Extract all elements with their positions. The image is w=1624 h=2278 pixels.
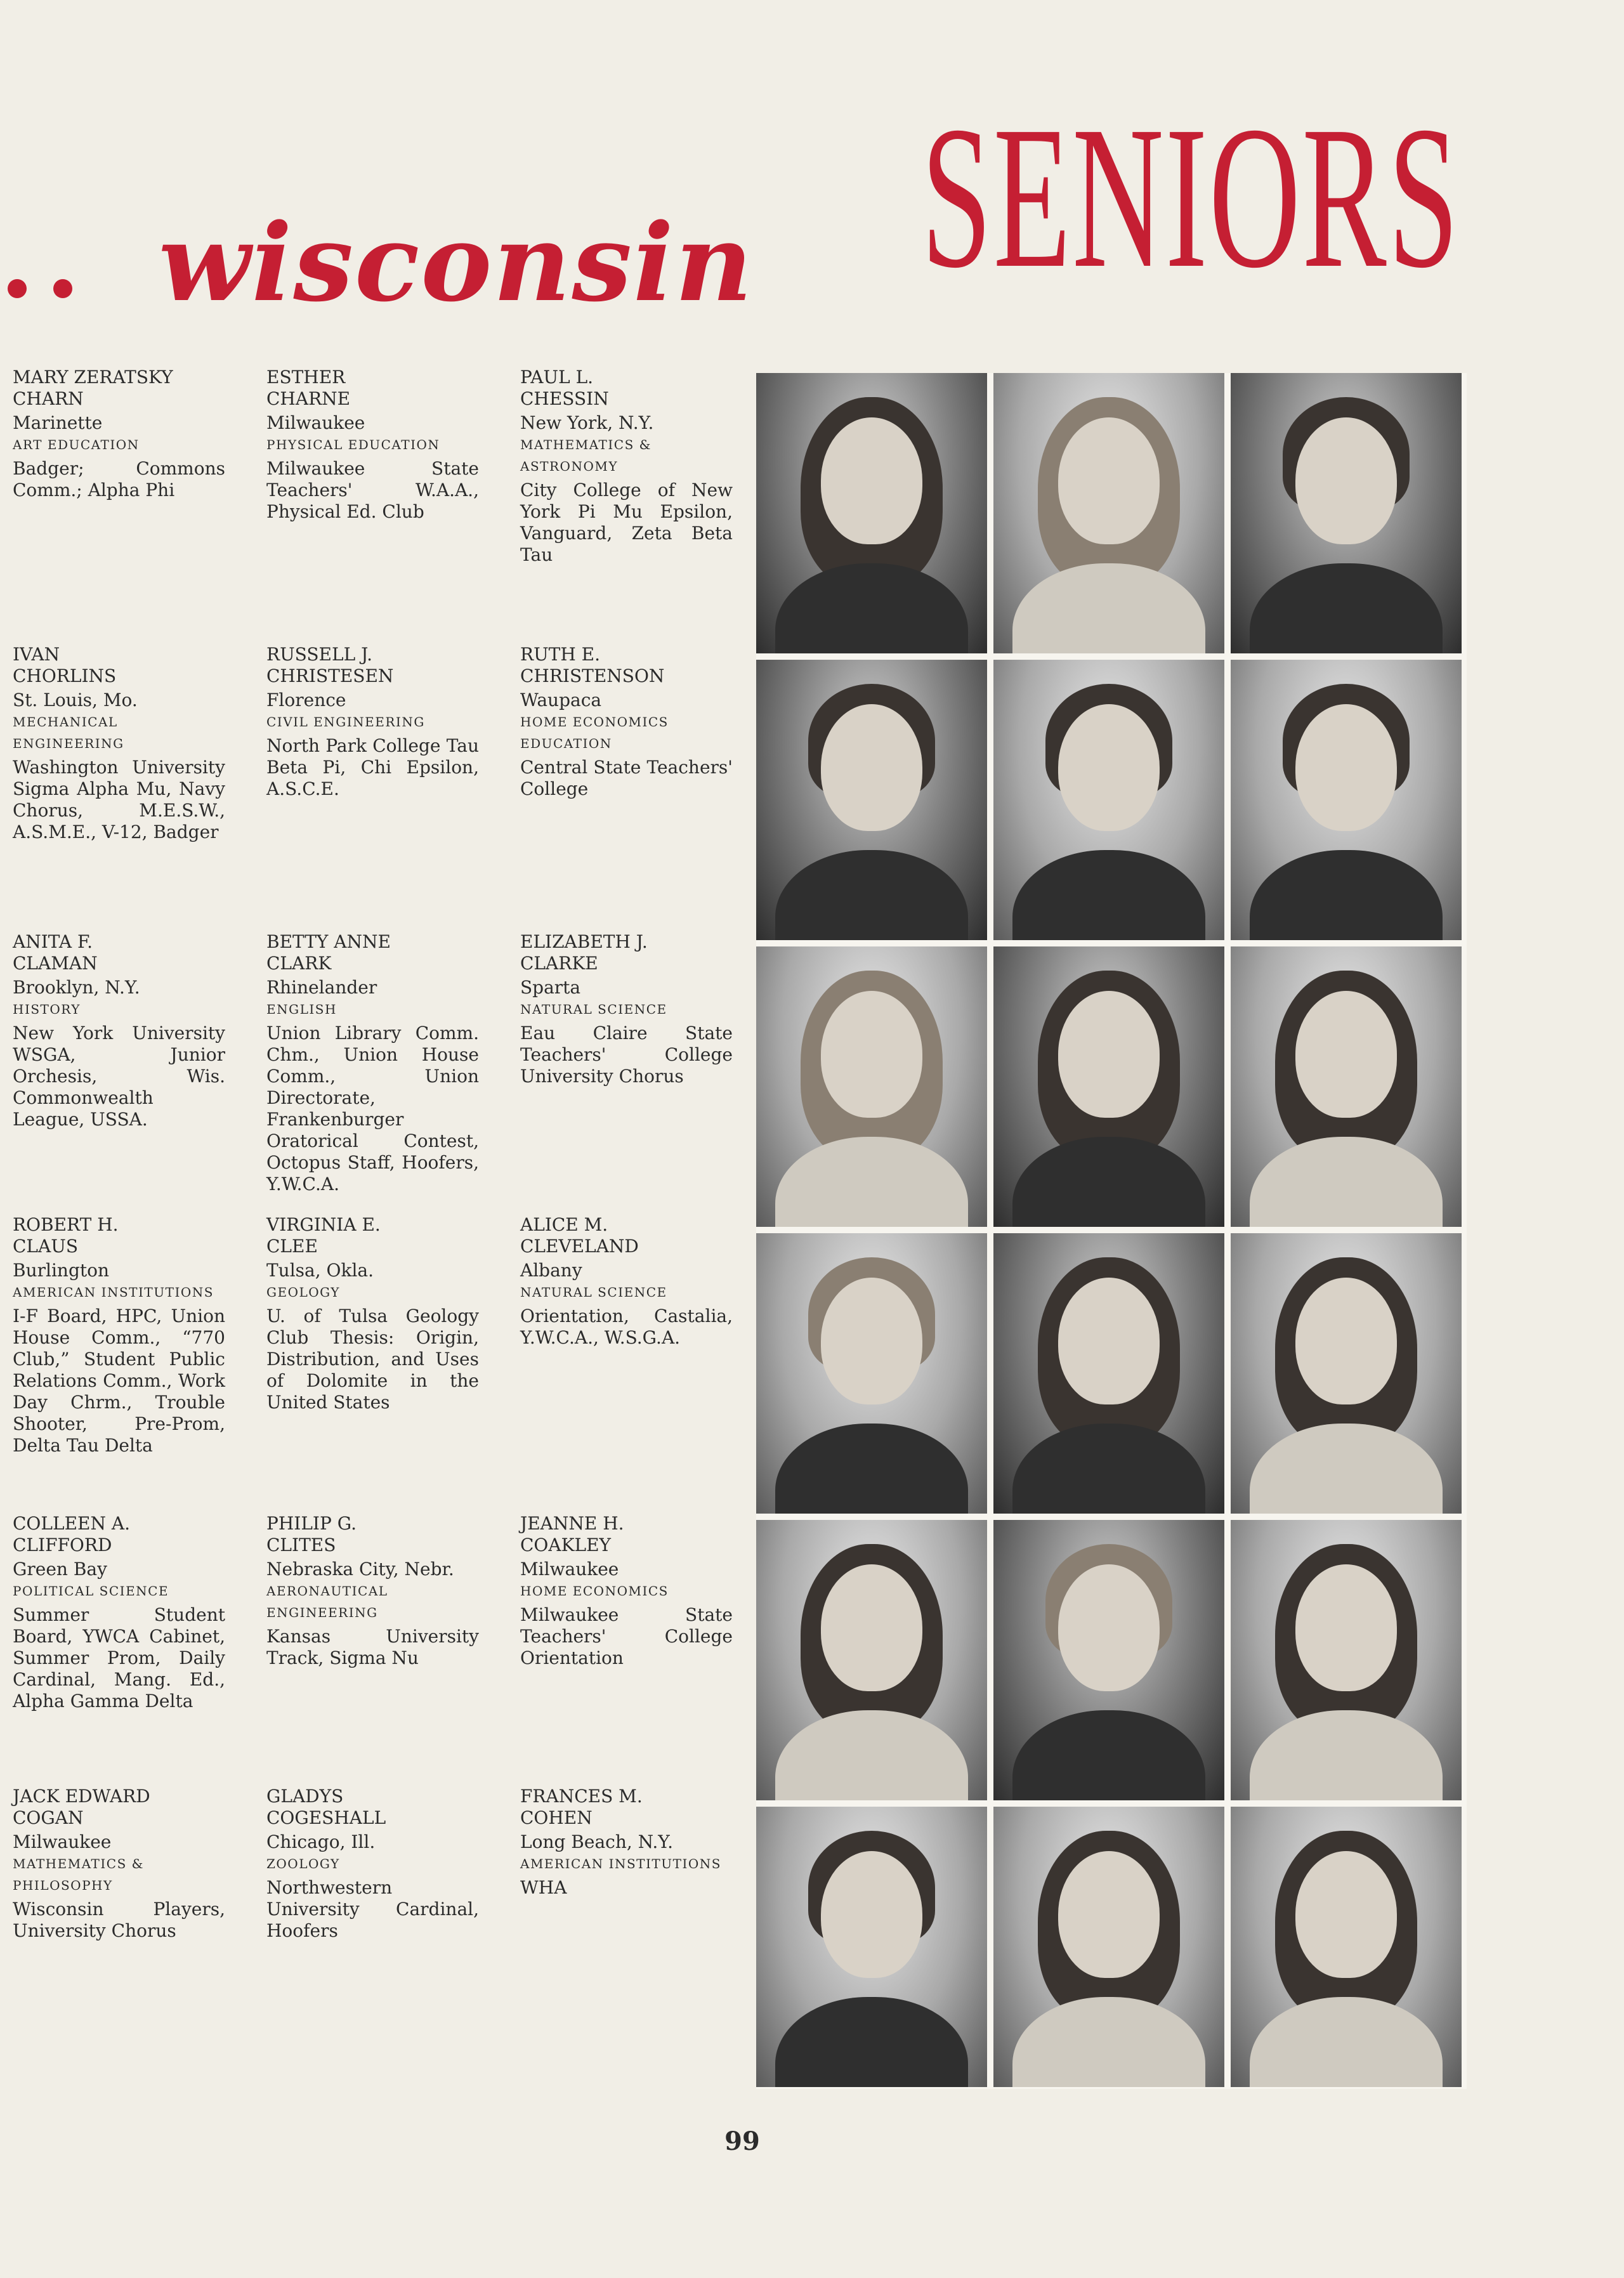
senior-entry xyxy=(266,1786,479,1942)
senior-major: ASTRONOMY xyxy=(520,459,619,474)
senior-portrait xyxy=(756,1807,987,2087)
senior-entry xyxy=(266,1513,479,1669)
portrait-clothing xyxy=(1012,563,1205,653)
senior-name-line-2: CLIFFORD xyxy=(13,1535,112,1555)
senior-name-line-2: CHARNE xyxy=(266,388,351,409)
senior-name-line-2: COHEN xyxy=(520,1807,593,1828)
senior-activities: Union Library Comm. Chm., Union House Comm., Union Directorate, Frankenburger Oratorical Contest, Octopus Staff, Hoofers, Y.W.C.A. xyxy=(266,1023,479,1195)
senior-major: MECHANICAL xyxy=(13,714,118,730)
senior-portrait xyxy=(756,1520,987,1800)
senior-hometown: Albany xyxy=(520,1260,582,1281)
senior-major: AERONAUTICAL xyxy=(266,1583,388,1599)
senior-portrait xyxy=(993,1520,1224,1800)
senior-name-line-1: ANITA F. xyxy=(13,931,93,952)
senior-hometown: Nebraska City, Nebr. xyxy=(266,1559,454,1580)
senior-major: POLITICAL SCIENCE xyxy=(13,1583,169,1599)
senior-hometown: New York, N.Y. xyxy=(520,412,654,433)
senior-portrait xyxy=(756,373,987,653)
portrait-face xyxy=(1058,1851,1160,1978)
senior-hometown: Long Beach, N.Y. xyxy=(520,1831,674,1852)
portrait-face xyxy=(1295,991,1397,1118)
senior-name-line-2: CLEVELAND xyxy=(520,1236,639,1257)
senior-hometown: Green Bay xyxy=(13,1559,107,1580)
page-number: 99 xyxy=(724,2126,760,2156)
senior-activities: Milwaukee State Teachers' W.A.A., Physical Ed. Club xyxy=(266,458,479,522)
leading-dots xyxy=(8,279,72,298)
senior-activities: U. of Tulsa Geology Club Thesis: Origin, Distribution, and Uses of Dolomite in the United States xyxy=(266,1306,479,1413)
portrait-face xyxy=(821,417,922,544)
senior-entry xyxy=(520,931,733,1087)
portrait-clothing xyxy=(775,563,968,653)
senior-hometown: St. Louis, Mo. xyxy=(13,690,138,710)
senior-name-line-1: ROBERT H. xyxy=(13,1214,119,1235)
senior-portrait xyxy=(1231,1233,1462,1514)
senior-name-line-2: CLARK xyxy=(266,953,332,974)
portrait-face xyxy=(1295,704,1397,831)
photo-grid xyxy=(756,373,1467,2089)
senior-activities: Wisconsin Players, University Chorus xyxy=(13,1899,225,1941)
senior-name-line-1: RUTH E. xyxy=(520,644,601,665)
senior-name-line-1: COLLEEN A. xyxy=(13,1513,130,1534)
senior-name-line-1: IVAN xyxy=(13,644,60,665)
senior-major: MATHEMATICS & xyxy=(13,1856,144,1871)
senior-major: HISTORY xyxy=(13,1002,81,1017)
senior-activities: Badger; Commons Comm.; Alpha Phi xyxy=(13,458,225,501)
senior-name-line-2: COAKLEY xyxy=(520,1535,612,1555)
senior-portrait xyxy=(993,1233,1224,1514)
senior-activities: I-F Board, HPC, Union House Comm., “770 Club,” Student Public Relations Comm., Work Day Chrm., Trouble Shooter, Pre-Prom, Delta Tau Delta xyxy=(13,1306,225,1456)
portrait-clothing xyxy=(775,1710,968,1800)
senior-name-line-2: CHRISTESEN xyxy=(266,665,394,686)
portrait-clothing xyxy=(1250,1137,1443,1227)
senior-hometown: Sparta xyxy=(520,977,581,998)
senior-name-line-1: ELIZABETH J. xyxy=(520,931,648,952)
portrait-clothing xyxy=(775,850,968,940)
portrait-face xyxy=(821,991,922,1118)
senior-portrait xyxy=(756,1233,987,1514)
senior-entry xyxy=(13,367,225,501)
senior-portrait xyxy=(1231,946,1462,1227)
portrait-face xyxy=(1058,417,1160,544)
dot-2 xyxy=(53,279,72,298)
portrait-clothing xyxy=(1250,563,1443,653)
portrait-clothing xyxy=(1012,1137,1205,1227)
senior-name-line-1: GLADYS xyxy=(266,1786,344,1807)
senior-major: MATHEMATICS & xyxy=(520,437,652,452)
portrait-face xyxy=(821,1278,922,1404)
portrait-clothing xyxy=(1250,1424,1443,1514)
senior-entry xyxy=(520,1214,733,1349)
senior-major: CIVIL ENGINEERING xyxy=(266,714,425,730)
senior-hometown: Chicago, Ill. xyxy=(266,1831,376,1852)
portrait-clothing xyxy=(1012,1997,1205,2087)
portrait-clothing xyxy=(1012,850,1205,940)
portrait-clothing xyxy=(775,1997,968,2087)
portrait-face xyxy=(1058,991,1160,1118)
senior-major: NATURAL SCIENCE xyxy=(520,1285,667,1300)
senior-portrait xyxy=(993,373,1224,653)
senior-name-line-2: COGAN xyxy=(13,1807,84,1828)
senior-portrait xyxy=(756,660,987,940)
senior-name-line-1: VIRGINIA E. xyxy=(266,1214,381,1235)
senior-name-line-2: CLAMAN xyxy=(13,953,98,974)
senior-entry xyxy=(266,367,479,523)
portrait-face xyxy=(821,1851,922,1978)
senior-name-line-1: PAUL L. xyxy=(520,367,594,388)
senior-name-line-2: CHRISTENSON xyxy=(520,665,665,686)
senior-activities: Milwaukee State Teachers' College Orientation xyxy=(520,1604,733,1668)
senior-activities: Kansas University Track, Sigma Nu xyxy=(266,1626,479,1668)
portrait-face xyxy=(1058,1278,1160,1404)
portrait-face xyxy=(1058,1564,1160,1691)
senior-name-line-1: ALICE M. xyxy=(520,1214,608,1235)
senior-hometown: Rhinelander xyxy=(266,977,377,998)
senior-name-line-2: CLITES xyxy=(266,1535,336,1555)
senior-hometown: Milwaukee xyxy=(266,412,365,433)
senior-activities: WHA xyxy=(520,1877,567,1898)
senior-name-line-1: FRANCES M. xyxy=(520,1786,643,1807)
senior-entry xyxy=(520,367,733,566)
senior-name-line-2: CHARN xyxy=(13,388,84,409)
senior-major: HOME ECONOMICS xyxy=(520,1583,669,1599)
senior-activities: Eau Claire State Teachers' College University Chorus xyxy=(520,1023,733,1087)
senior-major: PHILOSOPHY xyxy=(13,1878,113,1893)
senior-activities: Orientation, Castalia, Y.W.C.A., W.S.G.A. xyxy=(520,1306,733,1348)
senior-activities: Washington University Sigma Alpha Mu, Navy Chorus, M.E.S.W., A.S.M.E., V-12, Badger xyxy=(13,757,225,842)
senior-hometown: Milwaukee xyxy=(520,1559,619,1580)
portrait-clothing xyxy=(775,1424,968,1514)
senior-hometown: Burlington xyxy=(13,1260,110,1281)
senior-name-line-1: MARY ZERATSKY xyxy=(13,367,173,388)
senior-activities: North Park College Tau Beta Pi, Chi Epsilon, A.S.C.E. xyxy=(266,735,479,799)
senior-name-line-1: JEANNE H. xyxy=(520,1513,624,1534)
portrait-face xyxy=(1295,1278,1397,1404)
portrait-face xyxy=(1295,1564,1397,1691)
senior-major: AMERICAN INSTITUTIONS xyxy=(520,1856,721,1871)
senior-hometown: Marinette xyxy=(13,412,103,433)
senior-hometown: Brooklyn, N.Y. xyxy=(13,977,140,998)
senior-major: GEOLOGY xyxy=(266,1285,340,1300)
senior-portrait xyxy=(1231,1807,1462,2087)
portrait-clothing xyxy=(775,1137,968,1227)
senior-major: AMERICAN INSTITUTIONS xyxy=(13,1285,214,1300)
senior-major: ENGINEERING xyxy=(13,736,124,751)
dot-1 xyxy=(8,279,27,298)
senior-activities: Summer Student Board, YWCA Cabinet, Summer Prom, Daily Cardinal, Mang. Ed., Alpha Gamma Delta xyxy=(13,1604,225,1712)
senior-entry xyxy=(520,1786,733,1899)
portrait-face xyxy=(1295,1851,1397,1978)
senior-major: PHYSICAL EDUCATION xyxy=(266,437,440,452)
portrait-clothing xyxy=(1250,1710,1443,1800)
portrait-clothing xyxy=(1250,850,1443,940)
senior-entry xyxy=(266,1214,479,1413)
senior-activities: New York University WSGA, Junior Orchesis, Wis. Commonwealth League, USSA. xyxy=(13,1023,225,1130)
senior-portrait xyxy=(993,660,1224,940)
senior-major: ZOOLOGY xyxy=(266,1856,340,1871)
senior-name-line-2: CHORLINS xyxy=(13,665,117,686)
senior-name-line-2: CLEE xyxy=(266,1236,318,1257)
senior-entry xyxy=(520,1513,733,1669)
page-title-text: SENIORS xyxy=(921,84,1460,310)
senior-entry xyxy=(13,644,225,843)
senior-name-line-1: JACK EDWARD xyxy=(13,1786,150,1807)
senior-entry xyxy=(266,644,479,800)
senior-major: HOME ECONOMICS xyxy=(520,714,669,730)
senior-hometown: Tulsa, Okla. xyxy=(266,1260,374,1281)
senior-entry xyxy=(520,644,733,800)
senior-portrait xyxy=(993,946,1224,1227)
senior-name-line-2: CHESSIN xyxy=(520,388,609,409)
senior-activities: Northwestern University Cardinal, Hoofers xyxy=(266,1877,479,1941)
senior-name-line-1: BETTY ANNE xyxy=(266,931,391,952)
senior-entry xyxy=(13,931,225,1130)
senior-name-line-1: ESTHER xyxy=(266,367,346,388)
senior-hometown: Waupaca xyxy=(520,690,602,710)
senior-hometown: Florence xyxy=(266,690,346,710)
senior-portrait xyxy=(1231,373,1462,653)
senior-major: ART EDUCATION xyxy=(13,437,140,452)
senior-entry xyxy=(266,931,479,1195)
senior-portrait xyxy=(1231,660,1462,940)
senior-major: NATURAL SCIENCE xyxy=(520,1002,667,1017)
senior-major: ENGINEERING xyxy=(266,1605,378,1620)
senior-name-line-1: PHILIP G. xyxy=(266,1513,357,1534)
senior-hometown: Milwaukee xyxy=(13,1831,112,1852)
senior-name-line-1: RUSSELL J. xyxy=(266,644,373,665)
senior-portrait xyxy=(756,946,987,1227)
senior-major: ENGLISH xyxy=(266,1002,337,1017)
senior-portrait xyxy=(993,1807,1224,2087)
portrait-face xyxy=(1295,417,1397,544)
senior-entry xyxy=(13,1214,225,1456)
portrait-clothing xyxy=(1250,1997,1443,2087)
senior-activities: City College of New York Pi Mu Epsilon, Vanguard, Zeta Beta Tau xyxy=(520,480,733,565)
page-title xyxy=(756,84,1460,324)
senior-entry xyxy=(13,1786,225,1942)
senior-entry xyxy=(13,1513,225,1712)
senior-name-line-2: CLAUS xyxy=(13,1236,79,1257)
senior-portrait xyxy=(1231,1520,1462,1800)
senior-name-line-2: COGESHALL xyxy=(266,1807,386,1828)
senior-major: EDUCATION xyxy=(520,736,612,751)
portrait-clothing xyxy=(1012,1424,1205,1514)
portrait-face xyxy=(821,1564,922,1691)
portrait-face xyxy=(821,704,922,831)
senior-name-line-2: CLARKE xyxy=(520,953,598,974)
portrait-clothing xyxy=(1012,1710,1205,1800)
senior-activities: Central State Teachers' College xyxy=(520,757,733,799)
portrait-face xyxy=(1058,704,1160,831)
script-heading: wisconsin xyxy=(159,200,754,325)
